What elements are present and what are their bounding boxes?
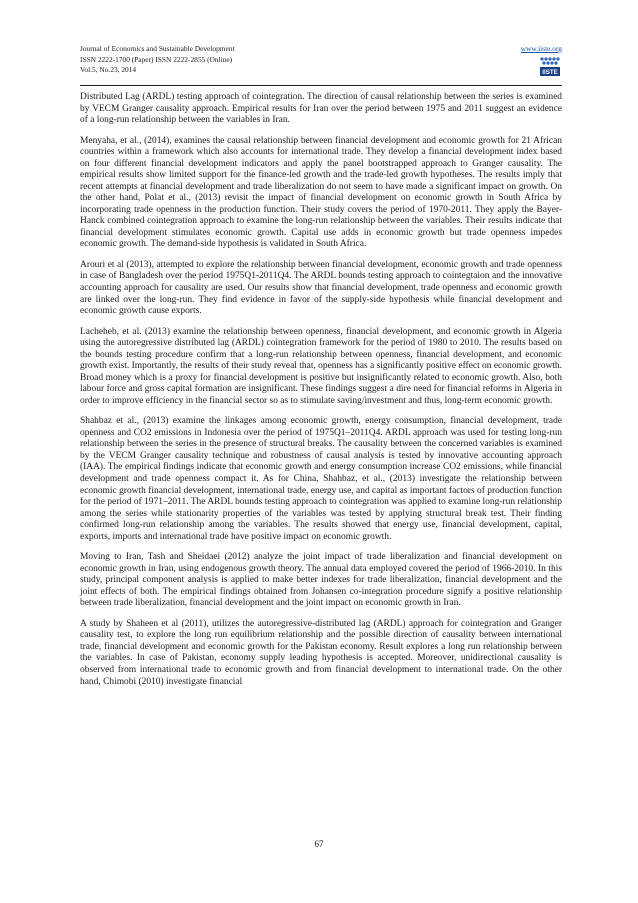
- paragraph: Arouri et al (2013), attempted to explore the relationship between financial development, economic growth and trade openness in case of Bangladesh over the period 1975Q1-2011Q4. The ARDL bounds testing approach to cointegtaion and the innovative accounting approach for causality are used. Our results show that financial development, trade openness and economic growth are linked over the long-run. They find evidence in favor of the supply-side hypothesis while financial development and economic growth cause exports.: [80, 259, 562, 317]
- paragraph: Shahbaz et al., (2013) examine the linkages among economic growth, energy consumption, financial development, trade openness and CO2 emissions in Indonesia over the period of 1975Q1–2011Q4. ARDL approach was used for testing long-run relationship between the series in the presence of structural breaks. The causality between the concerned variables is examined by the VECM Granger causality technique and robustness of causal analysis is tested by innovative accounting approach (IAA). The empirical findings indicate that economic growth and energy consumption increase CO2 emissions, while financial development and trade openness compact it. As for China, Shahbaz, et al., (2013) investigate the relationship between economic growth financial development, international trade, energy use, and capital as important factors of production function for the period of 1971–2011. The ARDL bounds testing approach to cointegration was applied to examine long-run relationship among the series while stationarity properties of the variables was tested by applying structural break test. Their finding confirmed long-run relationship among the variables. The results showed that energy use, financial development, capital, exports, imports and international trade have positive impact on economic growth.: [80, 416, 562, 542]
- page-number: 67: [314, 839, 324, 849]
- paragraph: A study by Shaheen et al (2011), utilizes the autoregressive-distributed lag (ARDL) approach for cointegration and Granger causality test, to explore the long run equilibrium relationship and the possible direction of causality between international trade, financial development and economic growth for the Pakistan economy. Result explores a long run relationship between the variables. In case of Pakistan, economy supply leading hypothesis is accepted. Moreover, unidirectional causality is observed from international trade to economic growth and from financial development to international trade. On the other hand, Chimobi (2010) investigate financial: [80, 618, 562, 687]
- page-header: [80, 44, 562, 96]
- paragraph: Lacheheb, et al. (2013) examine the relationship between openness, financial development, and economic growth in Algeria using the autoregressive distributed lag (ARDL) cointegration framework for the period of 1980 to 2010. The results based on the bounds testing procedure confirm that a long-run relationship between openness, financial development, and economic growth exist. Importantly, the results of their study reveal that, openness has a significantly positive effect on economic growth. Broad money which is a proxy for financial development is positive but insignificantly related to economic growth. Also, both labour force and gross capital formation are insignificant. These findings suggest a dire need for financial reforms in Algeria in order to improve efficiency in the financial sector so as to stimulate saving/investment and thus, long-term economic growth.: [80, 326, 562, 406]
- journal-title: Journal of Economics and Sustainable Development: [80, 44, 235, 53]
- journal-issn: ISSN 2222-1700 (Paper) ISSN 2222-2855 (Online): [80, 54, 233, 64]
- paragraph: Menyaha, et al., (2014), examines the causal relationship between financial development and economic growth for 21 African countries within a framework which also accounts for international trade. They develop a financial development index based on four different financial development indicators and apply the panel bootstrapped approach to Granger causality. The empirical results show limited support for the finance-led growth and the trade-led growth hypotheses. The results imply that recent attempts at financial development and trade liberalization do not seem to have made a significant impact on growth. On the other hand, Polat et al., (2013) revisit the impact of financial development on economic growth in South Africa by incorporating trade openness in the production function. Their study covers the period of 1970-2011. They apply the Bayer-Hanck combined cointegration approach to examine the long-run relationship between the variables. Their results indicate that financial development stimulates economic growth. Capital use adds in economic growth but trade openness impedes economic growth. The demand-side hypothesis is validated in South Africa.: [80, 135, 562, 250]
- paragraph: Distributed Lag (ARDL) testing approach of cointegration. The direction of causal relationship between the series is examined by VECM Granger causality approach. Empirical results for Iran over the period between 1975 and 2011 suggest an evidence of a long-run relationship between the variables in Iran.: [80, 92, 562, 126]
- journal-website-link[interactable]: www.iiste.org: [520, 44, 562, 53]
- paragraph: Moving to Iran, Tash and Sheidaei (2012) analyze the joint impact of trade liberalization and financial development on economic growth in Iran, using endogenous growth theory. The annual data employed covered the period of 1966-2010. In this study, principal component analysis is applied to make better indexes for trade liberalization, financial development and the joint effects of both. The empirical findings obtained from Johansen co-integration procedure signify a positive relationship between trade liberalization, financial development and the joint impact on economic growth in Iran.: [80, 552, 562, 609]
- iiste-logo-icon: [538, 56, 562, 78]
- journal-volume: Vol.5, No.23, 2014: [80, 65, 137, 74]
- logo-text: IISTE: [542, 69, 558, 77]
- header-divider: [80, 85, 562, 86]
- article-body: [80, 92, 562, 697]
